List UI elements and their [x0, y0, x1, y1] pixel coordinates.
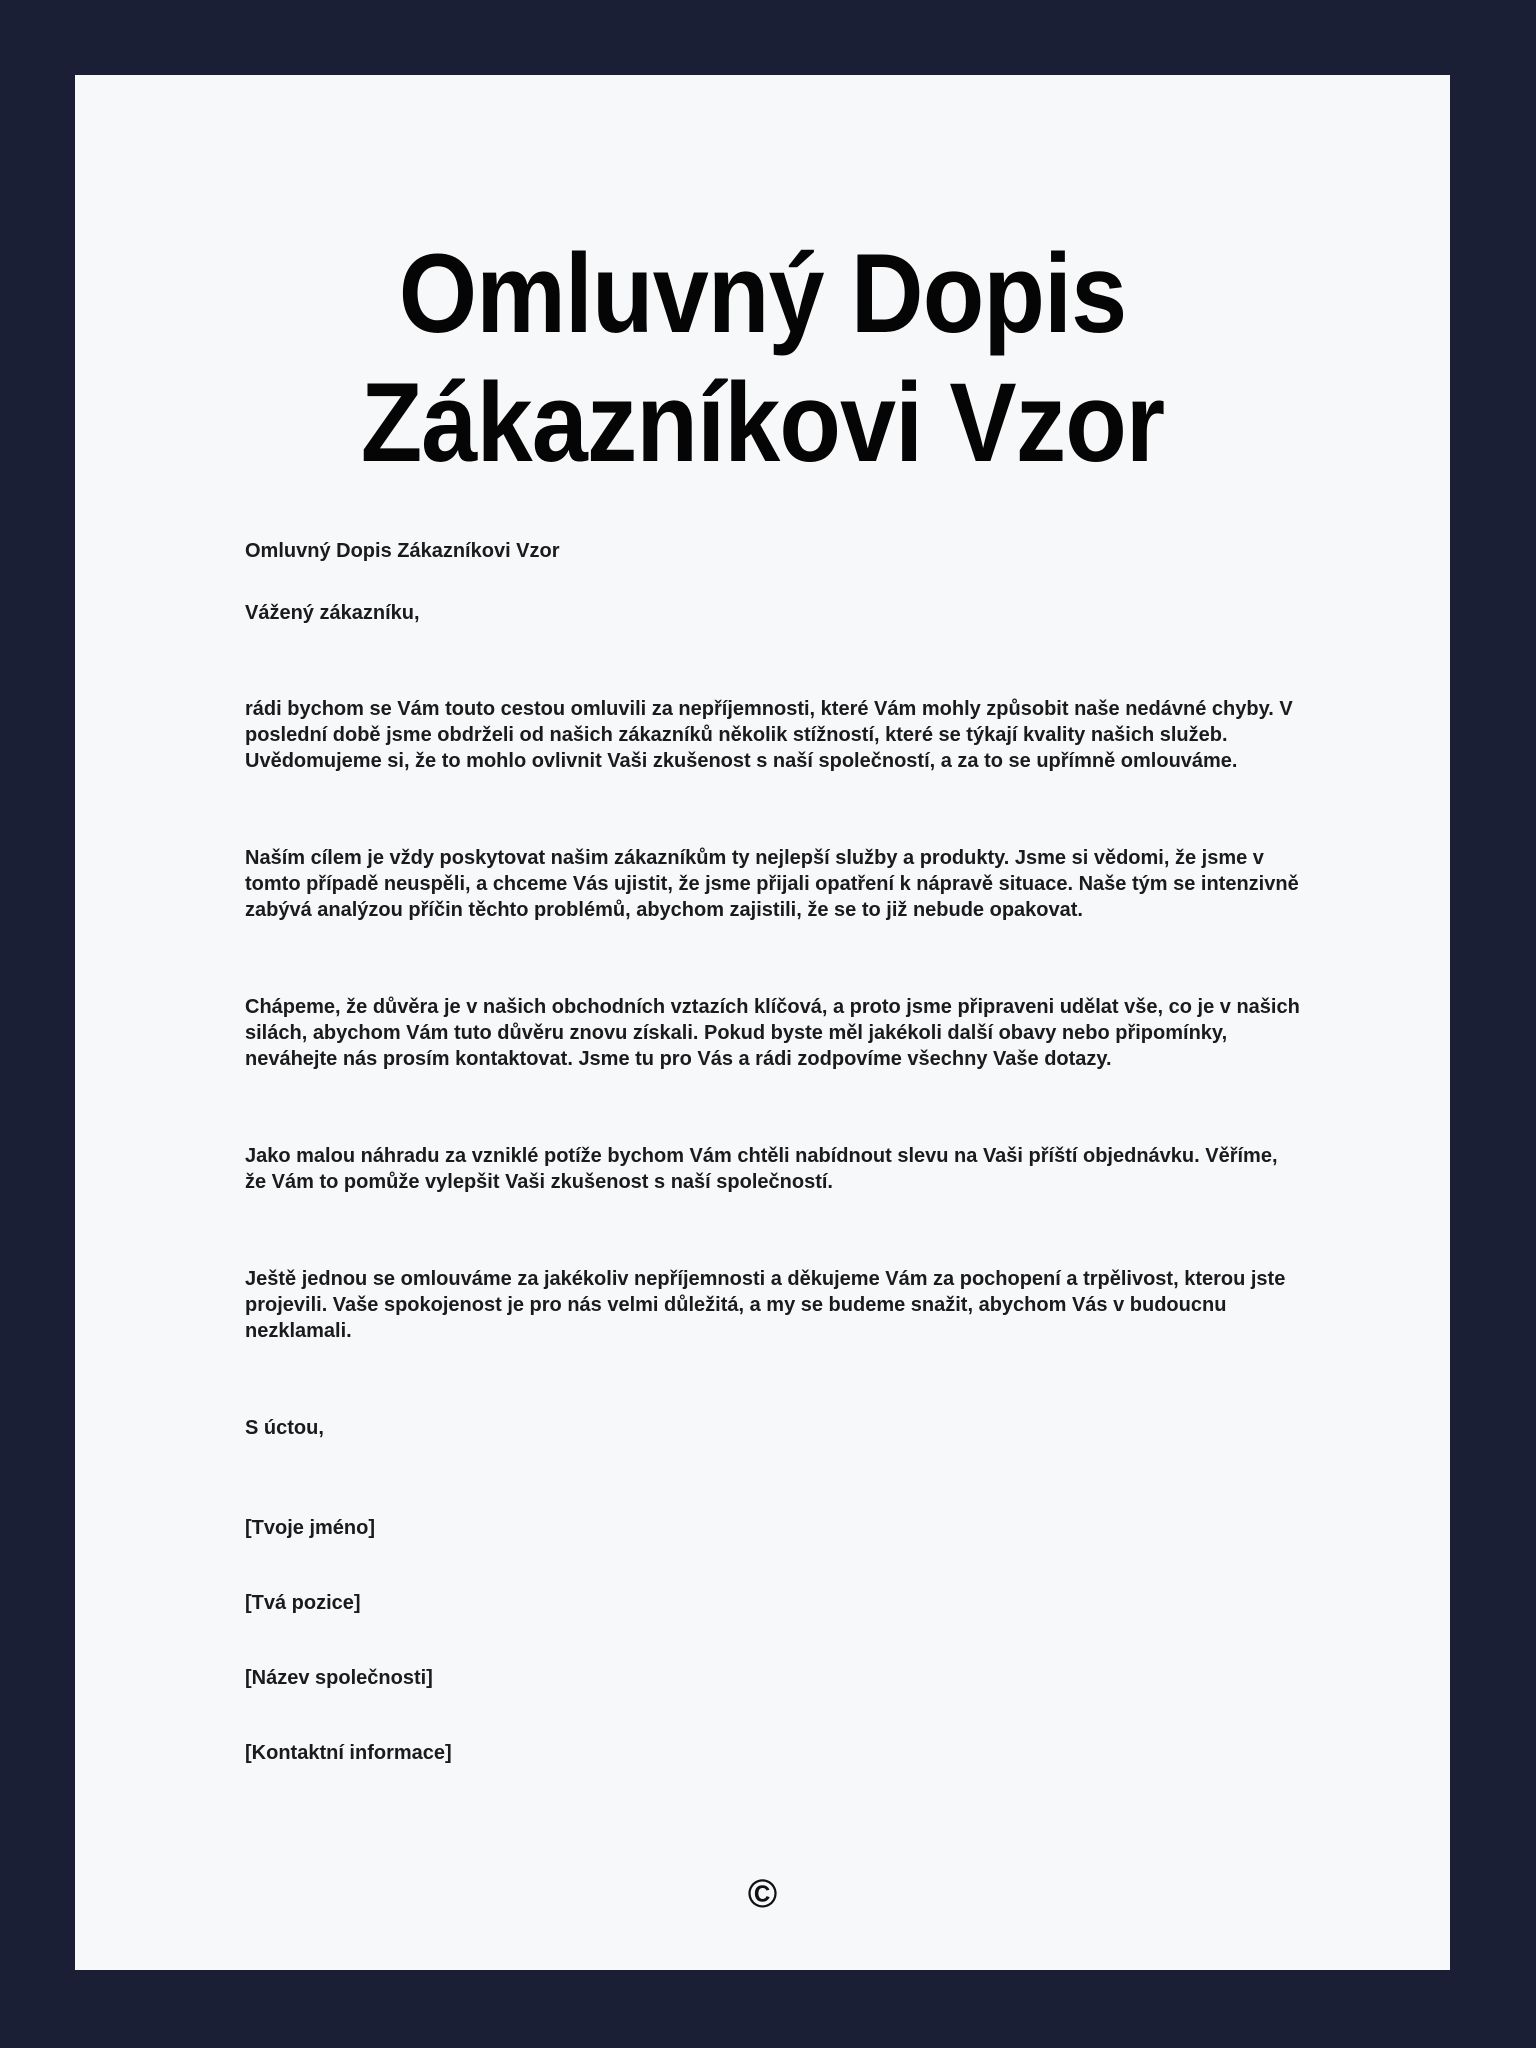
signature-placeholder-name: [Tvoje jméno] — [245, 1516, 376, 1539]
letter-paragraph: Chápeme, že důvěra je v našich obchodních vztazích klíčová, a proto jsme připraveni udělat vše, co je v našich silách, abychom Vám tuto důvěru znovu získali. Pokud byste měl jakékoli další obavy nebo připomínky, neváhejte nás prosím kontaktovat. Jsme tu pro Vás a rádi zodpovíme všechny Vaše dotazy. — [245, 995, 1300, 1070]
signature-placeholder-contact: [Kontaktní informace] — [245, 1741, 452, 1764]
letter-closing: S úctou, — [245, 1416, 324, 1439]
letter-paragraph: rádi bychom se Vám touto cestou omluvili za nepříjemnosti, které Vám mohly způsobit naše nedávné chyby. V poslední době jsme obdrželi od našich zákazníků několik stížností, které se týkají kvality našich služeb. Uvědomujeme si, že to mohlo ovlivnit Vaši zkušenost s naší společností, a za to se upřímně omlouváme. — [245, 697, 1293, 772]
signature-placeholder-position: [Tvá pozice] — [245, 1591, 361, 1614]
letter-heading: Omluvný Dopis Zákazníkovi Vzor — [245, 539, 560, 562]
letter-body — [75, 538, 1300, 1766]
letter-paragraph: Ještě jednou se omlouváme za jakékoliv nepříjemnosti a děkujeme Vám za pochopení a trpělivost, kterou jste projevili. Vaše spokojenost je pro nás velmi důležitá, a my se budeme snažit, abychom Vás v budoucnu nezklamali. — [245, 1267, 1286, 1342]
letter-card — [75, 75, 1450, 1970]
copyright-icon: © — [747, 1871, 778, 1916]
page-footer — [75, 1871, 1450, 1917]
letter-paragraph: Naším cílem je vždy poskytovat našim zákazníkům ty nejlepší služby a produkty. Jsme si vědomi, že jsme v tomto případě neuspěli, a chceme Vás ujistit, že jsme přijali opatření k nápravě situace. Naše tým se intenzivně zabývá analýzou příčin těchto problémů, abychom zajistili, že se to již nebude opakovat. — [245, 846, 1299, 921]
signature-placeholder-company: [Název společnosti] — [245, 1666, 433, 1689]
letter-paragraph: Jako malou náhradu za vzniklé potíže bychom Vám chtěli nabídnout slevu na Vaši příští objednávku. Věříme, že Vám to pomůže vylepšit Vaši zkušenost s naší společností. — [245, 1144, 1278, 1193]
letter-salutation: Vážený zákazníku, — [245, 601, 420, 624]
page-title: Omluvný Dopis Zákazníkovi Vzor — [360, 231, 1165, 485]
